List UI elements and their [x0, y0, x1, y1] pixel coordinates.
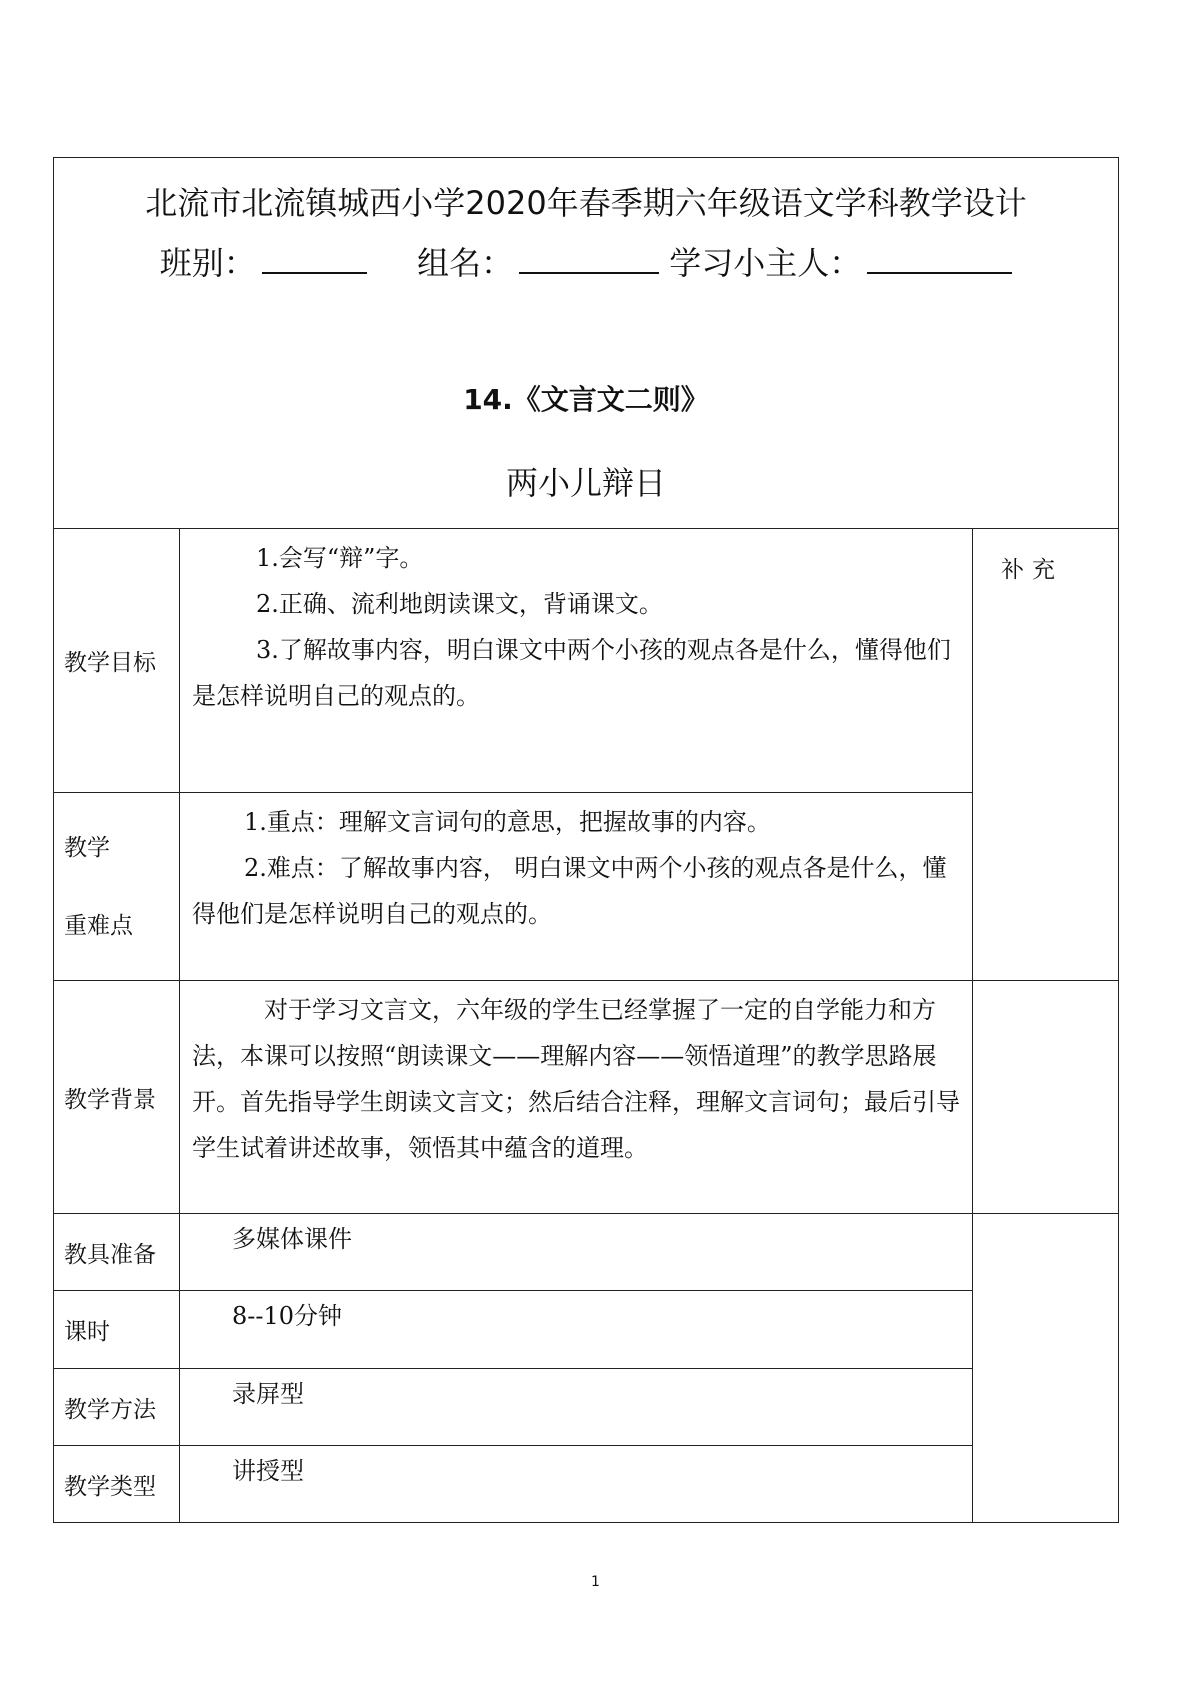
lesson-title: 14.《文言文二则》: [463, 383, 709, 416]
host-label: 学习小主人：: [669, 244, 862, 282]
goal-item: 3.了解故事内容，明白课文中两个小孩的观点各是什么，懂得他们是怎样说明自己的观点的。: [192, 636, 951, 710]
lesson-plan-table: [53, 157, 1119, 1523]
key-point-item: 2.难点：了解故事内容， 明白课文中两个小孩的观点各是什么，懂得他们是怎样说明自己的观点的。: [192, 854, 947, 928]
goals-content: [180, 529, 973, 793]
type-value: 讲授型: [180, 1446, 973, 1523]
background-label: 教学背景: [54, 981, 180, 1214]
goal-item: 1.会写“辩”字。: [256, 544, 424, 572]
duration-value: 8--10分钟: [180, 1291, 973, 1369]
group-label: 组名：: [417, 244, 514, 282]
class-blank: [262, 268, 367, 274]
class-label: 班别：: [159, 244, 256, 282]
key-point-item: 1.重点：理解文言词句的意思，把握故事的内容。: [244, 808, 771, 836]
duration-label: 课时: [54, 1291, 180, 1369]
header-fields: [54, 238, 1118, 284]
supplement-cell-4: [973, 1214, 1119, 1523]
type-label: 教学类型: [54, 1446, 180, 1523]
materials-value: 多媒体课件: [180, 1214, 973, 1291]
group-blank: [519, 268, 659, 274]
background-text: 对于学习文言文，六年级的学生已经掌握了一定的自学能力和方法，本课可以按照“朗读课文——理解内容——领悟道理”的教学思路展开。首先指导学生朗读文言文；然后结合注释，理解文言词句；最后引导学生试着讲述故事，领悟其中蕴含的道理。: [192, 996, 960, 1162]
goal-item: 2.正确、流利地朗读课文，背诵课文。: [256, 590, 663, 618]
key-points-label-line1: 教学: [64, 834, 110, 861]
supplement-cell-3: [973, 981, 1119, 1214]
lesson-subtitle: 两小儿辩日: [506, 464, 667, 502]
goals-label: 教学目标: [54, 529, 180, 793]
method-label: 教学方法: [54, 1369, 180, 1446]
document-title: 北流市北流镇城西小学2020年春季期六年级语文学科教学设计: [145, 184, 1027, 222]
background-content: [180, 981, 973, 1214]
page-number: 1: [591, 1574, 600, 1590]
key-points-label-line2: 重难点: [64, 912, 133, 939]
key-points-label: [54, 793, 180, 981]
host-blank: [867, 268, 1012, 274]
supplement-label: 补充: [973, 529, 1119, 981]
materials-label: 教具准备: [54, 1214, 180, 1291]
method-value: 录屏型: [180, 1369, 973, 1446]
key-points-content: [180, 793, 973, 981]
header-cell: [54, 158, 1119, 529]
